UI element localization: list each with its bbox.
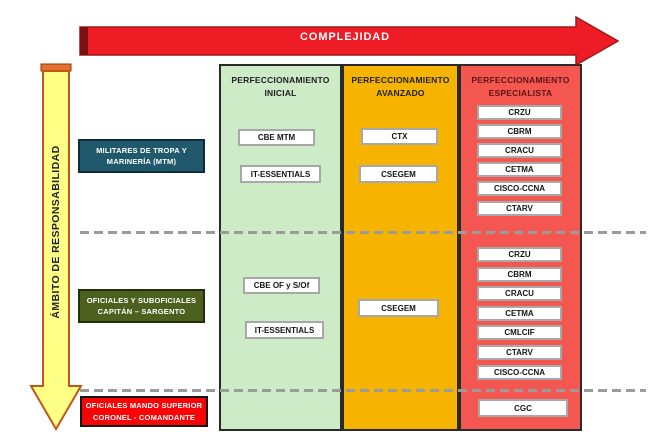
column-header-especialista <box>461 66 580 100</box>
column-title-line1: PERFECCIONAMIENTO <box>471 75 570 85</box>
course-box-crzu-of: CRZU <box>477 247 562 262</box>
column-perfeccionamiento-avanzado <box>342 64 459 431</box>
course-box-cbrm-mtm: CBRM <box>477 124 562 139</box>
course-box-cbe-of: CBE OF y S/Of <box>243 277 320 294</box>
column-perfeccionamiento-inicial <box>219 64 342 431</box>
course-box-cbe-mtm: CBE MTM <box>238 129 315 146</box>
course-box-cetma-mtm: CETMA <box>477 162 562 177</box>
course-box-ctarv-of: CTARV <box>477 345 562 360</box>
row-label-line2: CORONEL - COMANDANTE <box>92 412 196 422</box>
row-label-mtm <box>78 139 205 173</box>
course-box-csegem-of: CSEGEM <box>358 299 439 317</box>
course-box-ctx: CTX <box>361 128 438 145</box>
column-title-line2: AVANZADO <box>376 88 425 99</box>
course-box-cetma-of: CETMA <box>477 306 562 321</box>
responsibility-arrow-label: ÁMBITO DE RESPONSABILIDAD <box>50 145 62 319</box>
responsibility-arrow-top-cap <box>41 64 71 71</box>
course-box-ctarv-mtm: CTARV <box>477 201 562 216</box>
column-title-line2: INICIAL <box>264 88 297 99</box>
row-divider-2 <box>80 389 646 392</box>
course-box-cracu-mtm: CRACU <box>477 143 562 158</box>
course-box-it-essentials-of: IT-ESSENTIALS <box>245 321 324 339</box>
column-header-avanzado <box>344 66 457 100</box>
course-box-cbrm-of: CBRM <box>477 267 562 282</box>
column-title-line1: PERFECCIONAMIENTO <box>351 75 450 85</box>
course-box-cisco-ccna-mtm: CISCO-CCNA <box>477 181 562 196</box>
row-label-line2: MARINERÍA (MTM) <box>106 157 177 166</box>
row-label-oficiales-suboficiales <box>78 289 205 323</box>
course-box-crzu-mtm: CRZU <box>477 105 562 120</box>
course-box-cracu-of: CRACU <box>477 286 562 301</box>
course-box-cmlcif-of: CMLCIF <box>477 325 562 340</box>
row-label-mando-superior <box>80 396 208 427</box>
course-box-cgc: CGC <box>478 399 568 417</box>
course-box-csegem-mtm: CSEGEM <box>359 165 438 183</box>
row-label-line1: MILITARES DE TROPA Y <box>96 145 187 155</box>
column-header-inicial <box>221 66 340 100</box>
complexity-arrow-label: COMPLEJIDAD <box>300 31 390 43</box>
course-box-it-essentials-mtm: IT-ESSENTIALS <box>240 165 321 183</box>
row-label-line1: OFICIALES Y SUBOFICIALES <box>86 295 197 305</box>
column-title-line2: ESPECIALISTA <box>488 88 553 99</box>
row-label-line1: OFICIALES MANDO SUPERIOR <box>85 401 203 411</box>
complexity-arrow-start-cap <box>80 27 88 55</box>
row-label-line2: CAPITÁN – SARGENTO <box>97 307 186 316</box>
row-divider-1 <box>80 231 646 234</box>
column-title-line1: PERFECCIONAMIENTO <box>231 75 330 85</box>
course-box-cisco-ccna-of: CISCO-CCNA <box>477 365 562 380</box>
